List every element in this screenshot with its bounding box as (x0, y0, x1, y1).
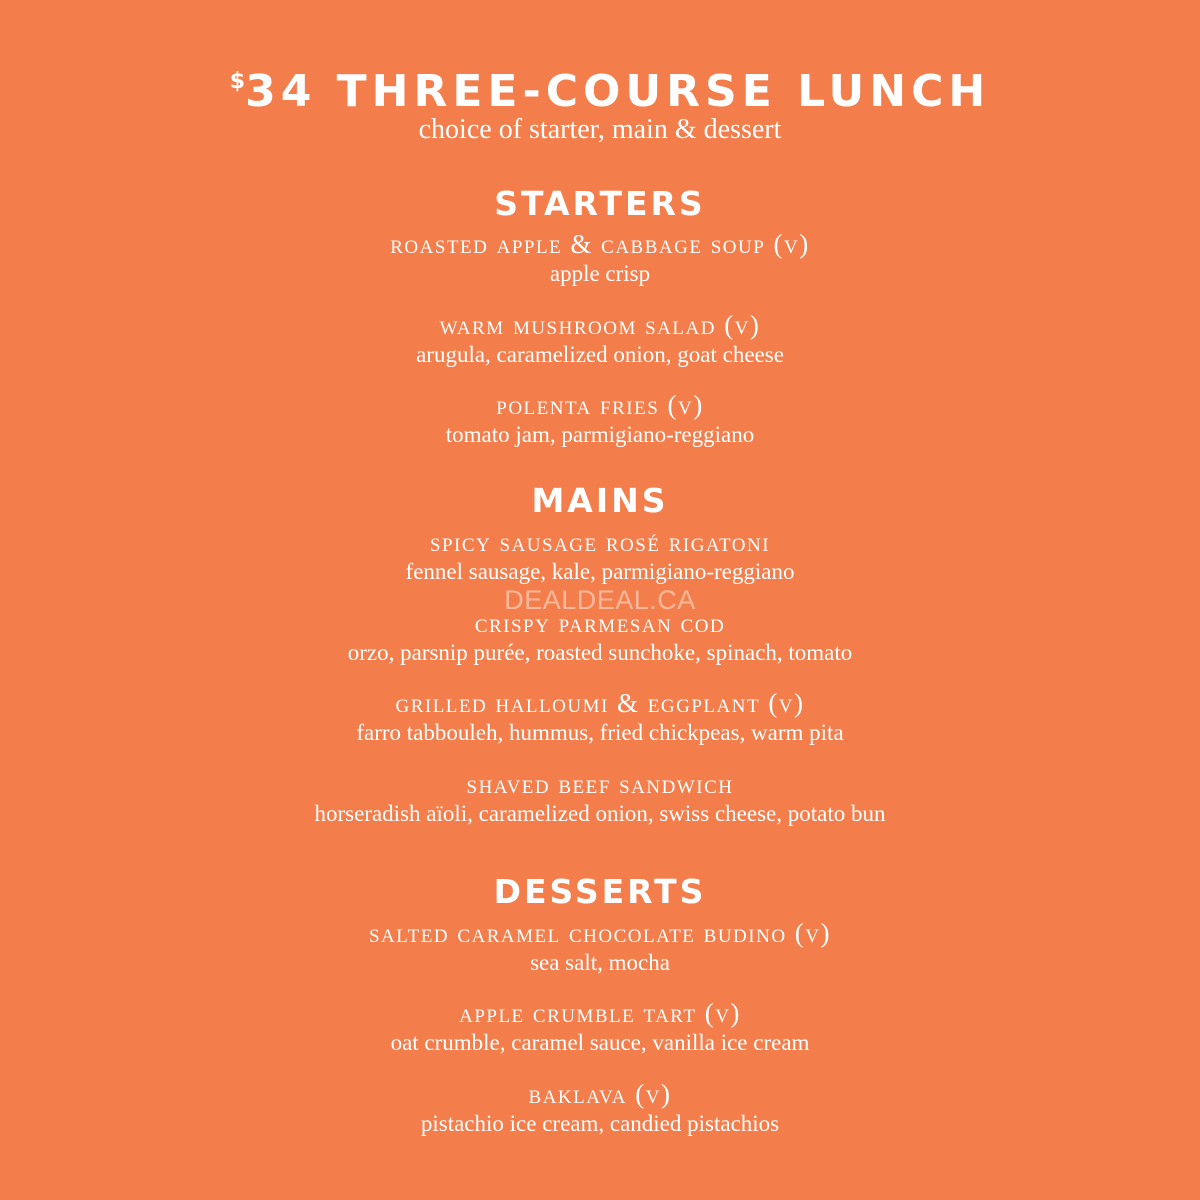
dish-name: roasted apple & cabbage soup (v) (390, 229, 810, 259)
dessert-item (0, 998, 1200, 1058)
starter-item (0, 229, 1200, 289)
watermark: DEALDEAL.CA (504, 585, 696, 615)
main-item (0, 608, 1200, 668)
dish-description: apple crisp (549, 261, 651, 286)
dish-description: pistachio ice cream, candied pistachios (420, 1111, 780, 1136)
dish-description: horseradish aïoli, caramelized onion, swiss cheese, potato bun (314, 801, 886, 826)
dish-description: fennel sausage, kale, parmigiano-reggiano (405, 559, 795, 584)
starter-item (0, 310, 1200, 370)
dish-name: spicy sausage rosé rigatoni (429, 527, 771, 557)
dish-name: shaved beef sandwich (466, 769, 734, 799)
dish-description: arugula, caramelized onion, goat cheese (416, 342, 784, 367)
starters-heading: STARTERS (494, 184, 706, 223)
dish-name: polenta fries (v) (496, 390, 704, 420)
main-item (0, 688, 1200, 748)
currency-symbol: $ (229, 69, 246, 94)
main-item (0, 527, 1200, 587)
dish-name: baklava (v) (528, 1079, 672, 1109)
starter-item (0, 390, 1200, 450)
dish-name: crispy parmesan cod (474, 608, 726, 638)
dish-name: grilled halloumi & eggplant (v) (395, 688, 805, 718)
desserts-heading: DESSERTS (493, 872, 707, 911)
dish-description: tomato jam, parmigiano-reggiano (445, 422, 755, 447)
menu-subtitle: choice of starter, main & dessert (418, 114, 782, 145)
dish-description: oat crumble, caramel sauce, vanilla ice cream (390, 1030, 810, 1055)
dish-name: apple crumble tart (v) (459, 998, 741, 1028)
dessert-item (0, 1079, 1200, 1139)
menu-title-text: 34 THREE-COURSE LUNCH (245, 66, 991, 117)
dish-description: sea salt, mocha (530, 950, 670, 975)
dish-description: farro tabbouleh, hummus, fried chickpeas, warm pita (356, 720, 844, 745)
main-item (0, 769, 1200, 829)
dish-description: orzo, parsnip purée, roasted sunchoke, spinach, tomato (347, 640, 853, 665)
dessert-item (0, 918, 1200, 978)
dish-name: salted caramel chocolate budino (v) (368, 918, 831, 948)
dish-name: warm mushroom salad (v) (439, 310, 761, 340)
menu-title (0, 54, 1200, 120)
mains-heading: MAINS (531, 481, 669, 520)
